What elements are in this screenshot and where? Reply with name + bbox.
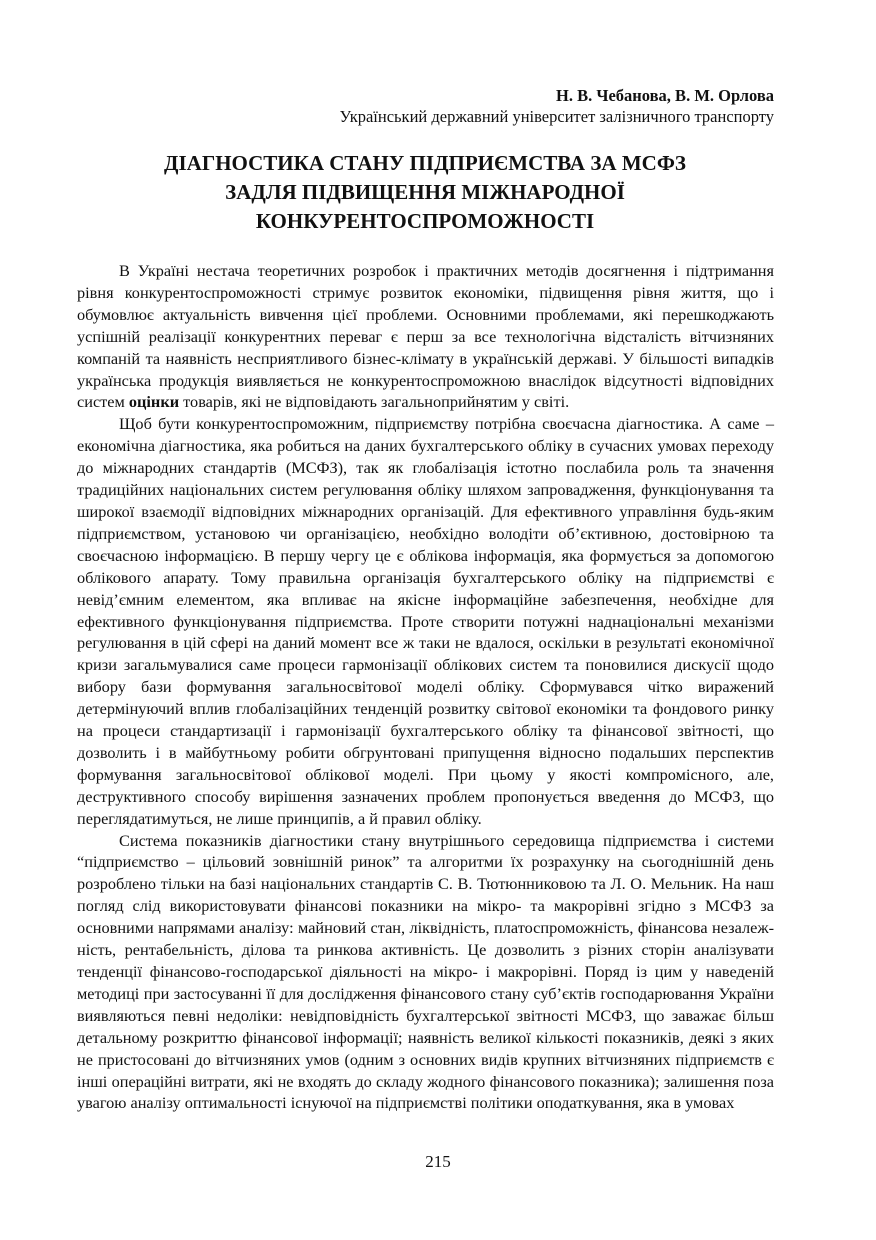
paragraph-1-start: В Україні нестача теоретичних розробок і практичних методів досягнення і підтримання рівня конкурентоспроможності стримує розвиток економіки, підвищення рівня життя, що і обумовлює актуальність вивчення цієї проблеми. Основними проблемами, які перешкоджають успішній реалізації конкурентних переваг є перш за все технологічна відсталість вітчизняних компаній та наявність несприятливого бізнес-клімату в українській державі. У більшості випадків українська продукція виявляється не конкурентоспроможною внаслідок відсутності відповідних систем bbox=[77, 261, 774, 412]
title-line-2: ЗАДЛЯ ПІДВИЩЕННЯ МІЖНАРОДНОЇ bbox=[225, 180, 625, 204]
title-line-1: ДІАГНОСТИКА СТАНУ ПІДПРИЄМСТВА ЗА МСФЗ bbox=[164, 151, 686, 175]
affiliation: Український державний університет залізничного транспорту bbox=[339, 107, 774, 126]
paragraph-2: Щоб бути конкурентоспроможним, підприємству потрібна своєчасна діагностика. А саме – економічна діагностика, яка робиться на даних бухгалтерського обліку в сучасних умовах переходу до міжнародних стандартів (МСФЗ), так як глобалізація істотно послабила роль та значення традиційних національних систем регулювання обліку шляхом запровадження, функціонування та широкої взаємодії відповідних міжнародних організацій. Для ефективного управління будь-яким підприємством, установою чи організацією, необхідно володіти об’єктивною, достовірною та своєчасною інформацією. В першу чергу це є облікова інформація, яка формується за допомогою облікового апарату. Тому правильна організація бухгалтерського обліку на підприємстві є невід’ємним елементом, яка впливає на якісне інформаційне забезпечення, необхідне для ефективного функціонування підприємства. Проте створити потужні наднаціональні механізми регулювання в цій сфері на даний момент все ж таки не вдалося, оскільки в результаті економічної кризи загальмувалися саме процеси гармонізації облікових систем та поновилися дискусії щодо вибору бази формування загальносвітової моделі обліку. Сформувався чітко виражений детермінуючий вплив глобалізаційних тенденцій розвитку світової економіки та фондового ринку на процеси стандартизації і гармонізації бухгалтерського обліку та фінансової звітності, що дозволить і в майбутньому робити обгрунтовані припущення відносно подальших перспектив формування загальносвітової облікової моделі. При цьому у якості компромісного, але, деструктивного способу вирішення зазначених проблем пропонується введення до МСФЗ, що переглядатимуться, не лише принципів, а й правил обліку. bbox=[77, 414, 774, 828]
paragraph-1 bbox=[77, 260, 774, 413]
title-line-3: КОНКУРЕНТОСПРОМОЖНОСТІ bbox=[255, 209, 595, 233]
bold-term: оцінки bbox=[128, 392, 180, 412]
body-text bbox=[77, 260, 774, 1114]
page-number: 215 bbox=[425, 1152, 451, 1171]
paragraph-1-end: товарів, які не відповідають загальноприйнятим у світі. bbox=[183, 392, 570, 412]
paragraph-3: Система показників діагностики стану внутрішнього середовища підприємства і системи “підприємство – цільовий зовнішній ринок” та алгоритми їх розрахунку на сьогоднішній день розроблено тільки на базі національних стандартів С. В. Тютюнниковою та Л. О. Мельник. На наш погляд слід використовувати фінансові показники на мікро- та макрорівні згідно з МСФЗ за основними напрямами аналізу: майновий стан, ліквідність, платоспроможність, фінансова незалеж-ність, рентабельність, ділова та ринкова активність. Це дозволить з різних сторін аналізувати тенденції фінансово-господарської діяльності на мікро- і макрорівні. Поряд із цим у наведеній методиці при застосуванні її для дослідження фінансового стану суб’єктів господарювання України виявляються певні недоліки: невідповідність бухгалтерської звітності МСФЗ, що заважає більш детальному розкриттю фінансової інформації; наявність великої кількості показників, деякі з яких не пристосовані до вітчизняних умов (одним з основних видів крупних вітчизняних підприємств є інші операційні витрати, які не входять до складу жодного фінансового показника); залишення поза увагою аналізу оптимальності існуючої на підприємстві політики оподаткування, яка в умовах bbox=[77, 830, 774, 1113]
authors: Н. В. Чебанова, В. М. Орлова bbox=[556, 86, 774, 105]
paper-title bbox=[75, 149, 775, 236]
